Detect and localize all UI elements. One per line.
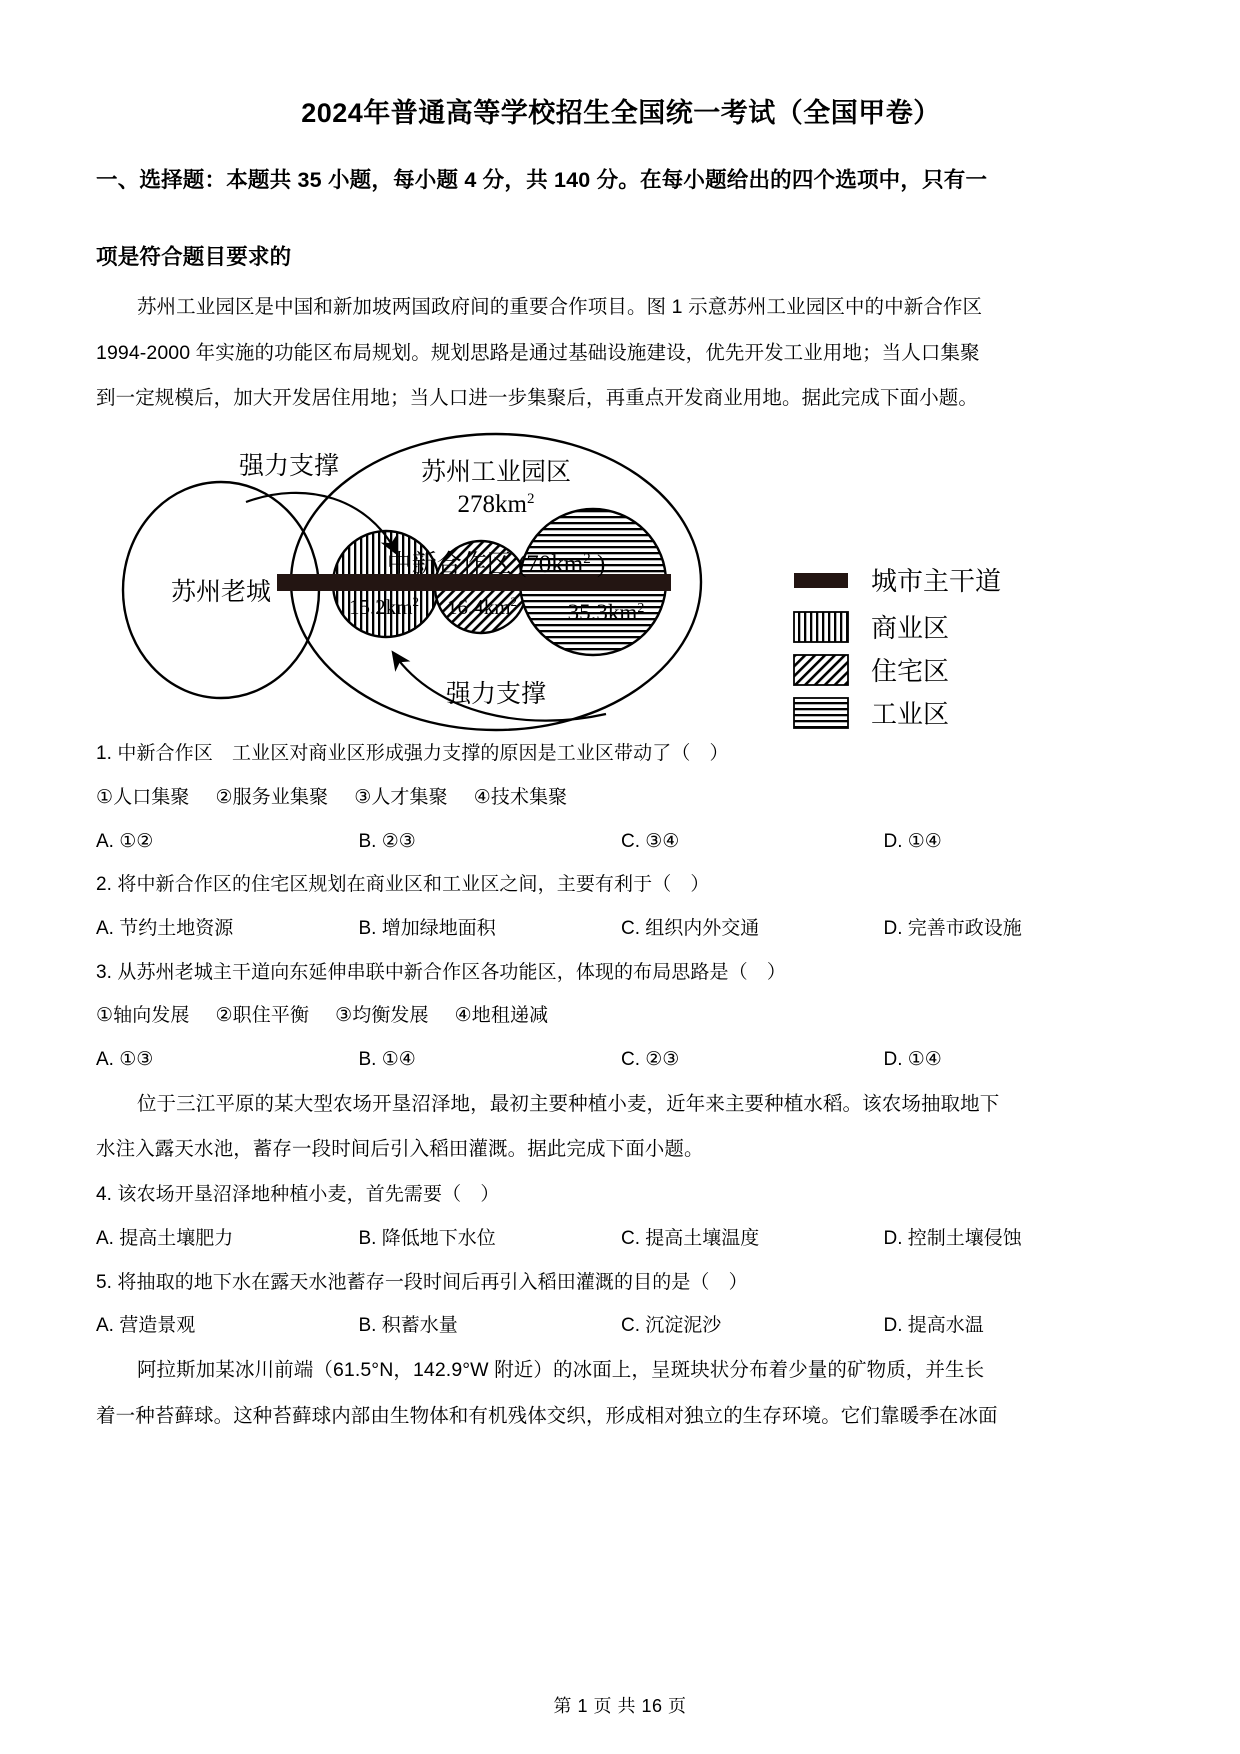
legend-swatch-industrial (794, 698, 848, 728)
question-2-option-d[interactable]: D. 完善市政设施 (883, 917, 1022, 939)
question-3-options (96, 1038, 1146, 1082)
section-heading-line-2: 项是符合题目要求的 (96, 244, 292, 269)
passage-1-line-2: 1994-2000 年实施的功能区布局规划。规划思路是通过基础设施建设，优先开发工业用地；当人口集聚 (96, 341, 980, 364)
question-5-option-d[interactable]: D. 提高水温 (883, 1315, 984, 1337)
legend-swatch-commercial (794, 612, 848, 642)
label-park-area: $278km^2$ (457, 491, 535, 519)
question-4-option-b[interactable]: B. 降低地下水位 (358, 1227, 496, 1249)
question-3-subitem-1: ①轴向发展 (96, 1005, 190, 1027)
passage-3-line-1: 阿拉斯加某冰川前端（61.5°N，142.9°W 附近）的冰面上，呈斑块状分布着少量的矿物质，并生长 (136, 1359, 985, 1382)
passage-3-line-2: 着一种苔藓球。这种苔藓球内部由生物体和有机残体交织，形成相对独立的生存环境。它们靠暖季在冰面 (96, 1404, 998, 1427)
question-2-stem: 2. 将中新合作区的住宅区规划在商业区和工业区之间，主要有利于（ ） (96, 874, 710, 896)
question-3-option-d[interactable]: D. ①④ (883, 1048, 942, 1070)
question-3-subitem-3: ③均衡发展 (335, 1005, 429, 1027)
question-3-option-c[interactable]: C. ②③ (621, 1048, 680, 1070)
question-4-options (96, 1217, 1146, 1261)
question-3-stem: 3. 从苏州老城主干道向东延伸串联中新合作区各功能区，体现的布局思路是（ ） (96, 961, 786, 983)
question-1-option-a[interactable]: A. ①② (96, 830, 154, 852)
passage-1-line-3: 到一定规模后，加大开发居住用地；当人口进一步集聚后，再重点开发商业用地。据此完成下面小题。 (96, 387, 979, 410)
question-5-options (96, 1304, 1146, 1348)
page-footer: 第 1 页 共 16 页 (553, 1696, 687, 1716)
label-area-industrial: $35.3km^2$ (567, 600, 645, 626)
label-support-bottom: 强力支撑 (445, 681, 547, 709)
label-area-commercial: $15.2km^2$ (348, 594, 420, 620)
label-support-top: 强力支撑 (239, 453, 340, 481)
question-1-stem: 1. 中新合作区 工业区对商业区形成强力支撑的原因是工业区带动了（ ） (96, 743, 729, 765)
question-5-option-b[interactable]: B. 积蓄水量 (358, 1315, 458, 1337)
question-4-option-a[interactable]: A. 提高土壤肥力 (96, 1227, 234, 1249)
legend-label-commercial: 商业区 (871, 614, 950, 644)
question-4-option-d[interactable]: D. 控制土壤侵蚀 (883, 1227, 1022, 1249)
legend-swatch-road (794, 573, 848, 588)
page-title: 2024年普通高等学校招生全国统一考试（全国甲卷） (301, 98, 941, 128)
label-park-name: 苏州工业园区 (420, 459, 572, 487)
question-2-option-a[interactable]: A. 节约土地资源 (96, 917, 234, 939)
question-1-option-b[interactable]: B. ②③ (358, 830, 416, 852)
question-1-option-d[interactable]: D. ①④ (883, 830, 942, 852)
legend-label-industrial: 工业区 (871, 700, 950, 730)
passage-2-line-1: 位于三江平原的某大型农场开垦沼泽地，最初主要种植小麦，近年来主要种植水稻。该农场抽取地下 (136, 1092, 1000, 1115)
legend-label-road: 城市主干道 (871, 567, 1002, 597)
question-1-subitem-2: ②服务业集聚 (215, 786, 329, 808)
question-2-option-b[interactable]: B. 增加绿地面积 (358, 917, 496, 939)
question-2-options (96, 907, 1146, 951)
question-3-subitem-2: ②职住平衡 (215, 1005, 310, 1027)
question-3-subitem-4: ④地租递减 (454, 1005, 549, 1027)
label-old-city: 苏州老城 (170, 579, 272, 607)
figure-legend (794, 567, 1001, 729)
question-1-subitem-1: ①人口集聚 (96, 786, 190, 808)
question-3-option-a[interactable]: A. ①③ (96, 1048, 154, 1070)
legend-label-residential: 住宅区 (871, 657, 950, 687)
question-1-subitems (96, 776, 1146, 820)
question-1-subitem-4: ④技术集聚 (473, 786, 568, 808)
question-5-option-a[interactable]: A. 营造景观 (96, 1315, 196, 1337)
question-5-option-c[interactable]: C. 沉淀泥沙 (621, 1315, 722, 1337)
legend-swatch-residential (794, 655, 848, 685)
label-coop-zone: 中新合作区 ($70km^2$ ) (386, 551, 606, 579)
question-1-options (96, 820, 1146, 864)
figure-1-suzhou-industrial-park (96, 432, 1146, 732)
label-area-residential: $16.4km^2$ (446, 594, 518, 620)
question-2-option-c[interactable]: C. 组织内外交通 (621, 917, 760, 939)
question-4-stem: 4. 该农场开垦沼泽地种植小麦，首先需要（ ） (96, 1184, 500, 1206)
passage-1-line-1: 苏州工业园区是中国和新加坡两国政府间的重要合作项目。图 1 示意苏州工业园区中的中新合作区 (136, 295, 983, 318)
section-heading-line-1: 一、选择题：本题共 35 小题，每小题 4 分，共 140 分。在每小题给出的四个选项中，只有一 (96, 168, 988, 193)
passage-2-line-2: 水注入露天水池，蓄存一段时间后引入稻田灌溉。据此完成下面小题。 (96, 1138, 704, 1161)
question-5-stem: 5. 将抽取的地下水在露天水池蓄存一段时间后再引入稻田灌溉的目的是（ ） (96, 1271, 748, 1293)
question-1-option-c[interactable]: C. ③④ (621, 830, 680, 852)
question-1-subitem-3: ③人才集聚 (354, 786, 448, 808)
question-3-option-b[interactable]: B. ①④ (358, 1048, 416, 1070)
question-3-subitems (96, 994, 1146, 1038)
question-4-option-c[interactable]: C. 提高土壤温度 (621, 1227, 760, 1249)
page-content (96, 0, 1146, 1440)
